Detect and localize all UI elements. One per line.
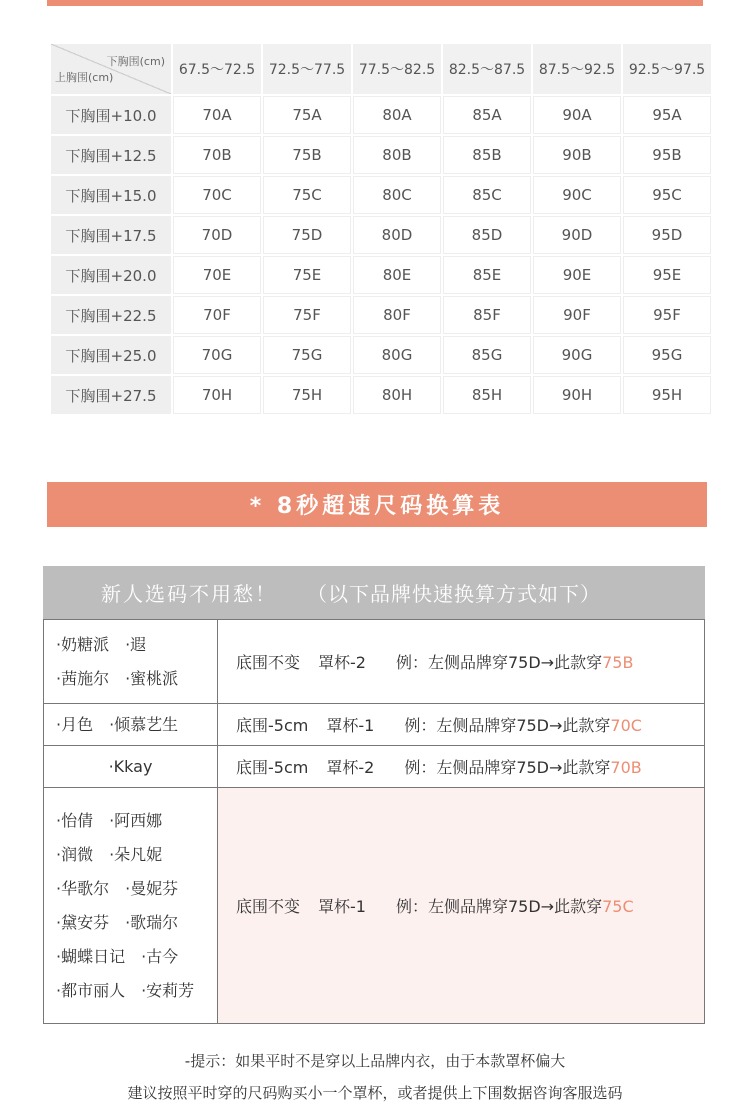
top-accent-bar [47,0,703,6]
size-cell: 80F [353,296,441,334]
size-row [51,96,711,134]
size-cell: 90F [533,296,621,334]
brand-line: ·华歌尔 ·曼妮芬 [56,878,179,898]
brand-list [44,620,218,704]
rule-cup: 罩杯-2 [318,653,366,672]
size-cell: 75B [263,136,351,174]
rule-base: 底围不变 [236,653,301,672]
size-column-header: 77.5～82.5 [353,44,441,94]
rule-example: 例：左侧品牌穿75D→此款穿 [395,653,603,672]
size-cell: 90C [533,176,621,214]
brand-line: ·蝴蝶日记 ·古今 [56,946,179,966]
size-row-header: 下胸围+25.0 [51,336,171,374]
size-cell: 85G [443,336,531,374]
size-cell: 90H [533,376,621,414]
conversion-header-main: 新人选码不用愁！ [101,582,277,606]
size-cell: 85B [443,136,531,174]
size-row-header: 下胸围+27.5 [51,376,171,414]
size-cell: 85H [443,376,531,414]
size-row [51,376,711,414]
rule-example-result: 70B [610,758,642,777]
conversion-row [44,620,705,704]
rule-example: 例：左侧品牌穿75D→此款穿 [404,716,611,735]
size-row [51,136,711,174]
rule-cup: 罩杯-1 [318,897,366,916]
size-row [51,216,711,254]
conversion-table [43,566,705,1024]
brand-line: ·润微 ·朵凡妮 [56,844,163,864]
size-cell: 75D [263,216,351,254]
size-cell: 95H [623,376,711,414]
size-cell: 70F [173,296,261,334]
size-cell: 80A [353,96,441,134]
brand-line: ·都市丽人 ·安莉芳 [56,980,195,1000]
rule-base: 底围-5cm [236,716,309,735]
size-cell: 95D [623,216,711,254]
size-cell: 70B [173,136,261,174]
size-row [51,336,711,374]
size-cell: 75H [263,376,351,414]
conversion-rule [218,620,705,704]
size-row-header: 下胸围+10.0 [51,96,171,134]
conversion-header-sub: （以下品牌快速换算方式如下） [307,582,601,606]
rule-example-result: 70C [610,716,642,735]
size-row-header: 下胸围+20.0 [51,256,171,294]
brand-list [44,788,218,1024]
size-column-header: 72.5～77.5 [263,44,351,94]
size-row [51,256,711,294]
conversion-row [44,746,705,788]
rule-base: 底围-5cm [236,758,309,777]
size-cell: 95E [623,256,711,294]
size-column-header: 87.5～92.5 [533,44,621,94]
size-cell: 85D [443,216,531,254]
brand-line: ·黛安芬 ·歌瑞尔 [56,912,179,932]
corner-bottom-label: 上胸围(cm) [55,71,114,84]
size-cell: 95F [623,296,711,334]
rule-cup: 罩杯-1 [326,716,375,735]
size-cell: 70E [173,256,261,294]
size-cell: 70C [173,176,261,214]
rule-example: 例：左侧品牌穿75D→此款穿 [404,758,611,777]
size-row-header: 下胸围+17.5 [51,216,171,254]
size-cell: 90A [533,96,621,134]
conversion-row [44,704,705,746]
size-cell: 70H [173,376,261,414]
size-cell: 95A [623,96,711,134]
corner-top-label: 下胸围(cm) [106,55,165,68]
size-cell: 80E [353,256,441,294]
size-cell: 75G [263,336,351,374]
brand-line: ·奶糖派 ·遐 [56,634,147,654]
size-cell: 85A [443,96,531,134]
rule-example-result: 75C [602,897,634,916]
rule-example-result: 75B [602,653,634,672]
size-cell: 80B [353,136,441,174]
size-row-header: 下胸围+15.0 [51,176,171,214]
conversion-row [44,788,705,1024]
size-cell: 80G [353,336,441,374]
size-cell: 70G [173,336,261,374]
size-cell: 85E [443,256,531,294]
size-cell: 75E [263,256,351,294]
brand-line: ·月色 ·倾慕艺生 [56,714,179,734]
brand-line: ·茜施尔 ·蜜桃派 [56,668,179,688]
size-column-header: 82.5～87.5 [443,44,531,94]
banner-title: * 8秒超速尺码换算表 [249,494,505,519]
size-cell: 80H [353,376,441,414]
size-cell: 90D [533,216,621,254]
rule-base: 底围不变 [236,897,301,916]
conversion-rule [218,788,705,1024]
conversion-banner [47,482,707,527]
size-cell: 95C [623,176,711,214]
rule-example: 例：左侧品牌穿75D→此款穿 [395,897,603,916]
size-row-header: 下胸围+12.5 [51,136,171,174]
tip-line-1: -提示：如果平时不是穿以上品牌内衣，由于本款罩杯偏大 [184,1052,566,1070]
size-column-header: 67.5～72.5 [173,44,261,94]
size-cell: 95G [623,336,711,374]
size-cell: 70A [173,96,261,134]
size-cell: 85C [443,176,531,214]
size-cell: 80D [353,216,441,254]
size-cell: 75A [263,96,351,134]
size-cell: 90E [533,256,621,294]
conversion-rule [218,704,705,746]
brand-line: ·Kkay [108,756,153,776]
brand-list [44,746,218,788]
conversion-header [43,566,705,619]
size-cell: 80C [353,176,441,214]
size-cell: 75C [263,176,351,214]
size-row [51,176,711,214]
size-cell: 85F [443,296,531,334]
tip-line-2: 建议按照平时穿的尺码购买小一个罩杯，或者提供上下围数据咨询客服选码 [127,1084,623,1102]
size-header-row [51,44,711,94]
size-row-header: 下胸围+22.5 [51,296,171,334]
rule-cup: 罩杯-2 [326,758,375,777]
size-cell: 90G [533,336,621,374]
size-cell: 70D [173,216,261,254]
size-cell: 75F [263,296,351,334]
size-chart-table [49,42,713,416]
size-column-header: 92.5～97.5 [623,44,711,94]
size-row [51,296,711,334]
size-cell: 95B [623,136,711,174]
size-corner-cell [51,44,171,94]
brand-list [44,704,218,746]
brand-line: ·怡倩 ·阿西娜 [56,810,163,830]
size-cell: 90B [533,136,621,174]
conversion-rule [218,746,705,788]
